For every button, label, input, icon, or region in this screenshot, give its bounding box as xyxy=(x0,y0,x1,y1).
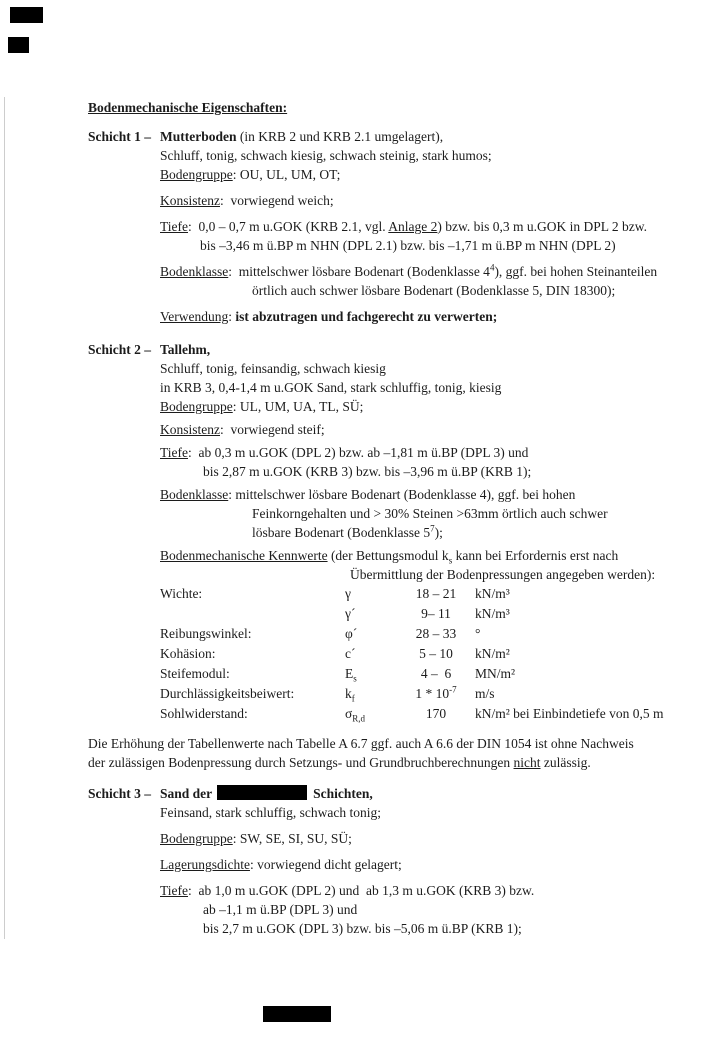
schicht2-name: Tallehm, xyxy=(160,342,211,357)
lagerungsdichte-value: : vorwiegend dicht gelagert; xyxy=(249,857,402,872)
bodengruppe-label: Bodengruppe xyxy=(160,831,233,846)
konsistenz-label: Konsistenz xyxy=(160,193,220,208)
schicht2-bodenklasse xyxy=(160,485,716,542)
schicht1-content xyxy=(160,127,716,326)
bodenklasse-line-1: Bodenklasse: mittelschwer lösbare Bodenart (Bodenklasse 4), ggf. bei hohen xyxy=(160,487,576,502)
kennwerte-heading: Bodenmechanische Kennwerte (der Bettungsmodul $k_s$ kann bei Erfordernis erst nach xyxy=(160,548,619,566)
tiefe-line-2: bis 2,87 m u.GOK (KRB 3) bzw. bis –3,96 m ü.BP (KRB 1); xyxy=(203,464,532,479)
din-note-line-1: Die Erhöhung der Tabellenwerte nach Tabelle A 6.7 ggf. auch A 6.6 der DIN 1054 ist ohne Nachweis xyxy=(88,736,634,751)
bodenklasse-line-1: Bodenklasse: mittelschwer lösbare Bodenart (Bodenklasse $4^4$), ggf. bei hohen Steinanteilen xyxy=(160,262,658,279)
bodengruppe-label: Bodengruppe xyxy=(160,167,233,182)
kennwert-symbol: φ´ xyxy=(345,626,358,641)
schicht3-bodengruppe xyxy=(160,829,716,848)
tiefe-line-3: bis 2,7 m u.GOK (DPL 3) bzw. bis –5,06 m ü.BP (KRB 1); xyxy=(203,921,522,936)
kennwert-unit: kN/m³ xyxy=(475,606,510,621)
kennwerte-row xyxy=(160,684,716,704)
kennwert-label: Durchlässigkeitsbeiwert: xyxy=(160,686,295,701)
bodenklasse-line-2: Feinkorngehalten und > 30% Steinen >63mm örtlich auch schwer xyxy=(252,506,608,521)
kennwert-symbol: $k_f$ xyxy=(345,686,355,704)
anlage-reference: Anlage 2 xyxy=(388,219,438,234)
kennwerte-heading-2: Übermittlung der Bodenpressungen angegeben werden): xyxy=(350,567,656,582)
kennwerte-row xyxy=(160,584,716,604)
section-schicht-3 xyxy=(88,784,716,938)
schicht3-name-a: Sand der xyxy=(160,786,213,801)
redaction-bar-footer xyxy=(263,1006,331,1022)
tiefe-line-2: bis –3,46 m ü.BP m NHN (DPL 2.1) bzw. bis –1,71 m ü.BP m NHN (DPL 2) xyxy=(200,238,616,253)
schicht3-heading xyxy=(160,784,716,803)
konsistenz-value: : vorwiegend weich; xyxy=(220,193,334,208)
bodenklasse-footnote: 7 xyxy=(430,523,435,534)
kennwert-label: Steifemodul: xyxy=(160,666,230,681)
page-edge-line xyxy=(4,97,5,939)
lagerungsdichte-label: Lagerungsdichte xyxy=(160,857,250,872)
bettungsmodul-subscript: s xyxy=(448,555,453,566)
schicht2-description-2: in KRB 3, 0,4-1,4 m u.GOK Sand, stark schluffig, tonig, kiesig xyxy=(160,380,502,395)
schicht1-name: Mutterboden xyxy=(160,129,237,144)
redaction-bar-header-1 xyxy=(10,7,43,23)
kennwert-label xyxy=(160,604,345,624)
kennwert-label: Kohäsion: xyxy=(160,646,216,661)
document-title: Bodenmechanische Eigenschaften: xyxy=(88,100,288,115)
bodengruppe-value: : SW, SE, SI, SU, SÜ; xyxy=(232,831,352,846)
schicht1-verwendung: Verwendung: ist abzutragen und fachgerecht zu verwerten; xyxy=(160,309,498,324)
kennwert-unit: kN/m² bei Einbindetiefe von 0,5 m xyxy=(475,706,664,721)
konsistenz-label: Konsistenz xyxy=(160,422,220,437)
kennwerte-label: Bodenmechanische Kennwerte xyxy=(160,548,328,563)
kennwert-value: 28 – 33 xyxy=(415,626,457,641)
bodengruppe-value: : UL, UM, UA, TL, SÜ; xyxy=(232,399,364,414)
schicht3-content xyxy=(160,784,716,938)
tiefe-line-1: Tiefe: ab 0,3 m u.GOK (DPL 2) bzw. ab –1,81 m ü.BP (DPL 3) und xyxy=(160,445,529,460)
tiefe-line-1: Tiefe: ab 1,0 m u.GOK (DPL 2) und ab 1,3 m u.GOK (KRB 3) bzw. xyxy=(160,883,535,898)
tiefe-label: Tiefe xyxy=(160,883,189,898)
kennwerte-row xyxy=(160,664,716,684)
kennwert-value: 5 – 10 xyxy=(419,646,453,661)
din-note-paragraph xyxy=(88,734,716,772)
schicht3-name-b: Schichten, xyxy=(313,786,373,801)
nicht-emphasis: nicht xyxy=(513,755,541,770)
schicht3-tiefe xyxy=(160,881,716,938)
schicht1-bodenklasse xyxy=(160,262,716,300)
schicht2-bodengruppe xyxy=(160,397,716,416)
bodenklasse-label: Bodenklasse xyxy=(160,264,229,279)
schicht1-bodengruppe xyxy=(160,165,716,184)
schicht2-description-1: Schluff, tonig, feinsandig, schwach kiesig xyxy=(160,361,386,376)
kennwert-symbol: $\sigma_{R,d}$ xyxy=(345,706,366,724)
kennwert-value: 18 – 21 xyxy=(415,586,457,601)
kennwert-symbol: γ´ xyxy=(345,606,356,621)
schicht1-konsistenz xyxy=(160,191,716,210)
kennwert-value: $1 * 10^{-7}$ xyxy=(415,684,457,701)
tiefe-label: Tiefe xyxy=(160,445,189,460)
tiefe-label: Tiefe xyxy=(160,219,189,234)
schicht2-kennwerte xyxy=(160,546,716,724)
kennwert-unit: MN/m² xyxy=(475,666,516,681)
schicht1-label: Schicht 1 – xyxy=(88,129,152,144)
kennwerte-row xyxy=(160,644,716,664)
schicht2-label: Schicht 2 – xyxy=(88,342,152,357)
konsistenz-value: : vorwiegend steif; xyxy=(220,422,325,437)
kennwerte-row xyxy=(160,604,716,624)
section-schicht-1 xyxy=(88,127,716,326)
kennwert-symbol: c´ xyxy=(345,646,356,661)
kennwert-value: 9– 11 xyxy=(421,606,451,621)
schicht2-tiefe xyxy=(160,443,716,481)
kennwert-unit: ° xyxy=(475,626,481,641)
schicht2-konsistenz xyxy=(160,420,716,439)
schicht1-heading: Mutterboden (in KRB 2 und KRB 2.1 umgelagert), xyxy=(160,129,444,144)
kennwerte-row xyxy=(160,624,716,644)
kennwert-unit: m/s xyxy=(475,686,495,701)
redaction-bar-schicht3 xyxy=(217,785,307,800)
schicht2-heading xyxy=(160,340,716,359)
kennwert-symbol: $E_s$ xyxy=(345,666,357,684)
section-schicht-2 xyxy=(88,340,716,724)
bodenklasse-line-2: örtlich auch schwer lösbare Bodenart (Bodenklasse 5, DIN 18300); xyxy=(252,283,616,298)
schicht1-description: Schluff, tonig, schwach kiesig, schwach steinig, stark humos; xyxy=(160,148,492,163)
schicht3-description: Feinsand, stark schluffig, schwach tonig; xyxy=(160,805,381,820)
kennwert-unit: kN/m³ xyxy=(475,586,510,601)
kennwert-label: Reibungswinkel: xyxy=(160,626,252,641)
tiefe-line-1: Tiefe: 0,0 – 0,7 m u.GOK (KRB 2.1, vgl. Anlage 2) bzw. bis 0,3 m u.GOK in DPL 2 bzw. xyxy=(160,219,647,234)
kennwert-label: Sohlwiderstand: xyxy=(160,706,248,721)
kennwert-label: Wichte: xyxy=(160,586,203,601)
schicht2-content xyxy=(160,340,716,724)
kennwert-symbol: γ xyxy=(345,586,351,601)
kennwerte-row xyxy=(160,704,716,724)
kennwert-value: 4 – 6 xyxy=(420,666,452,681)
schicht3-label: Schicht 3 – xyxy=(88,786,152,801)
document-body xyxy=(88,98,716,938)
bodengruppe-label: Bodengruppe xyxy=(160,399,233,414)
kennwert-unit: kN/m² xyxy=(475,646,510,661)
verwendung-label: Verwendung xyxy=(160,309,229,324)
verwendung-value: ist abzutragen und fachgerecht zu verwerten; xyxy=(235,309,498,324)
bodenklasse-line-3: lösbare Bodenart (Bodenklasse $5^7$); xyxy=(252,523,443,540)
schicht3-lagerungsdichte xyxy=(160,855,716,874)
bodenklasse-footnote: 4 xyxy=(489,262,495,273)
bodengruppe-value: : OU, UL, UM, OT; xyxy=(232,167,341,182)
schicht1-tiefe xyxy=(160,217,716,255)
tiefe-line-2: ab –1,1 m ü.BP (DPL 3) und xyxy=(203,902,358,917)
bodenklasse-label: Bodenklasse xyxy=(160,487,229,502)
redaction-bar-header-2 xyxy=(8,37,29,53)
din-note-line-2: der zulässigen Bodenpressung durch Setzungs- und Grundbruchberechnungen nicht zulässig. xyxy=(88,755,591,770)
kennwert-value: 170 xyxy=(425,706,447,721)
